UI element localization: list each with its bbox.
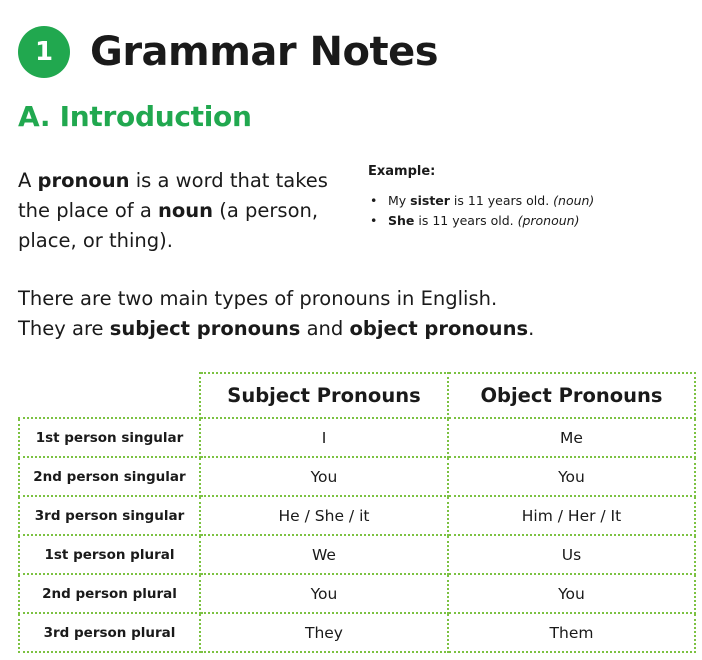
types-text: . (528, 317, 535, 340)
pronoun-types-paragraph (18, 284, 698, 344)
row-label: 3rd person plural (19, 613, 200, 652)
subject-cell: You (200, 574, 448, 613)
object-cell: Him / Her / It (448, 496, 695, 535)
subject-cell: I (200, 418, 448, 457)
table-row (19, 457, 695, 496)
page-title: Grammar Notes (90, 29, 439, 75)
types-text: They are (18, 317, 110, 340)
object-cell: Them (448, 613, 695, 652)
object-cell: You (448, 457, 695, 496)
table-corner-cell (19, 373, 200, 418)
row-label: 2nd person plural (19, 574, 200, 613)
intro-paragraph (18, 166, 338, 256)
example-item (368, 211, 688, 231)
example-text: is 11 years old. (414, 213, 518, 228)
table-row (19, 496, 695, 535)
header-subject-pronouns: Subject Pronouns (200, 373, 448, 418)
subject-cell: They (200, 613, 448, 652)
types-text: and (300, 317, 350, 340)
term-noun: noun (158, 199, 214, 222)
row-label: 2nd person singular (19, 457, 200, 496)
types-line-1: There are two main types of pronouns in English. (18, 287, 498, 310)
term-object-pronouns: object pronouns (349, 317, 529, 340)
object-cell: Us (448, 535, 695, 574)
subject-cell: You (200, 457, 448, 496)
example-text: is 11 years old. (449, 193, 554, 208)
table-row (19, 613, 695, 652)
example-text: My (388, 193, 411, 208)
intro-text-3: (a person, place, or thing). (18, 199, 319, 252)
page-header (18, 26, 438, 78)
example-note: (pronoun) (517, 213, 580, 228)
section-heading: A. Introduction (18, 100, 252, 133)
example-bold-word: sister (410, 193, 450, 208)
pronoun-table (18, 372, 696, 653)
object-cell: Me (448, 418, 695, 457)
example-bold-word: She (388, 213, 415, 228)
table-row (19, 418, 695, 457)
term-subject-pronouns: subject pronouns (109, 317, 301, 340)
example-item (368, 191, 688, 211)
section-number-badge: 1 (18, 26, 70, 78)
intro-text-2: is a word that takes the place of a (18, 169, 328, 222)
intro-text-1: A (18, 169, 38, 192)
example-label: Example: (368, 164, 436, 179)
types-line-2 (18, 314, 698, 344)
subject-cell: We (200, 535, 448, 574)
table-row (19, 535, 695, 574)
header-object-pronouns: Object Pronouns (448, 373, 695, 418)
subject-cell: He / She / it (200, 496, 448, 535)
table-header-row (19, 373, 695, 418)
example-list (368, 191, 688, 231)
row-label: 3rd person singular (19, 496, 200, 535)
term-pronoun: pronoun (37, 169, 130, 192)
object-cell: You (448, 574, 695, 613)
example-box (368, 164, 688, 231)
example-note: (noun) (553, 193, 595, 208)
row-label: 1st person singular (19, 418, 200, 457)
table-row (19, 574, 695, 613)
row-label: 1st person plural (19, 535, 200, 574)
